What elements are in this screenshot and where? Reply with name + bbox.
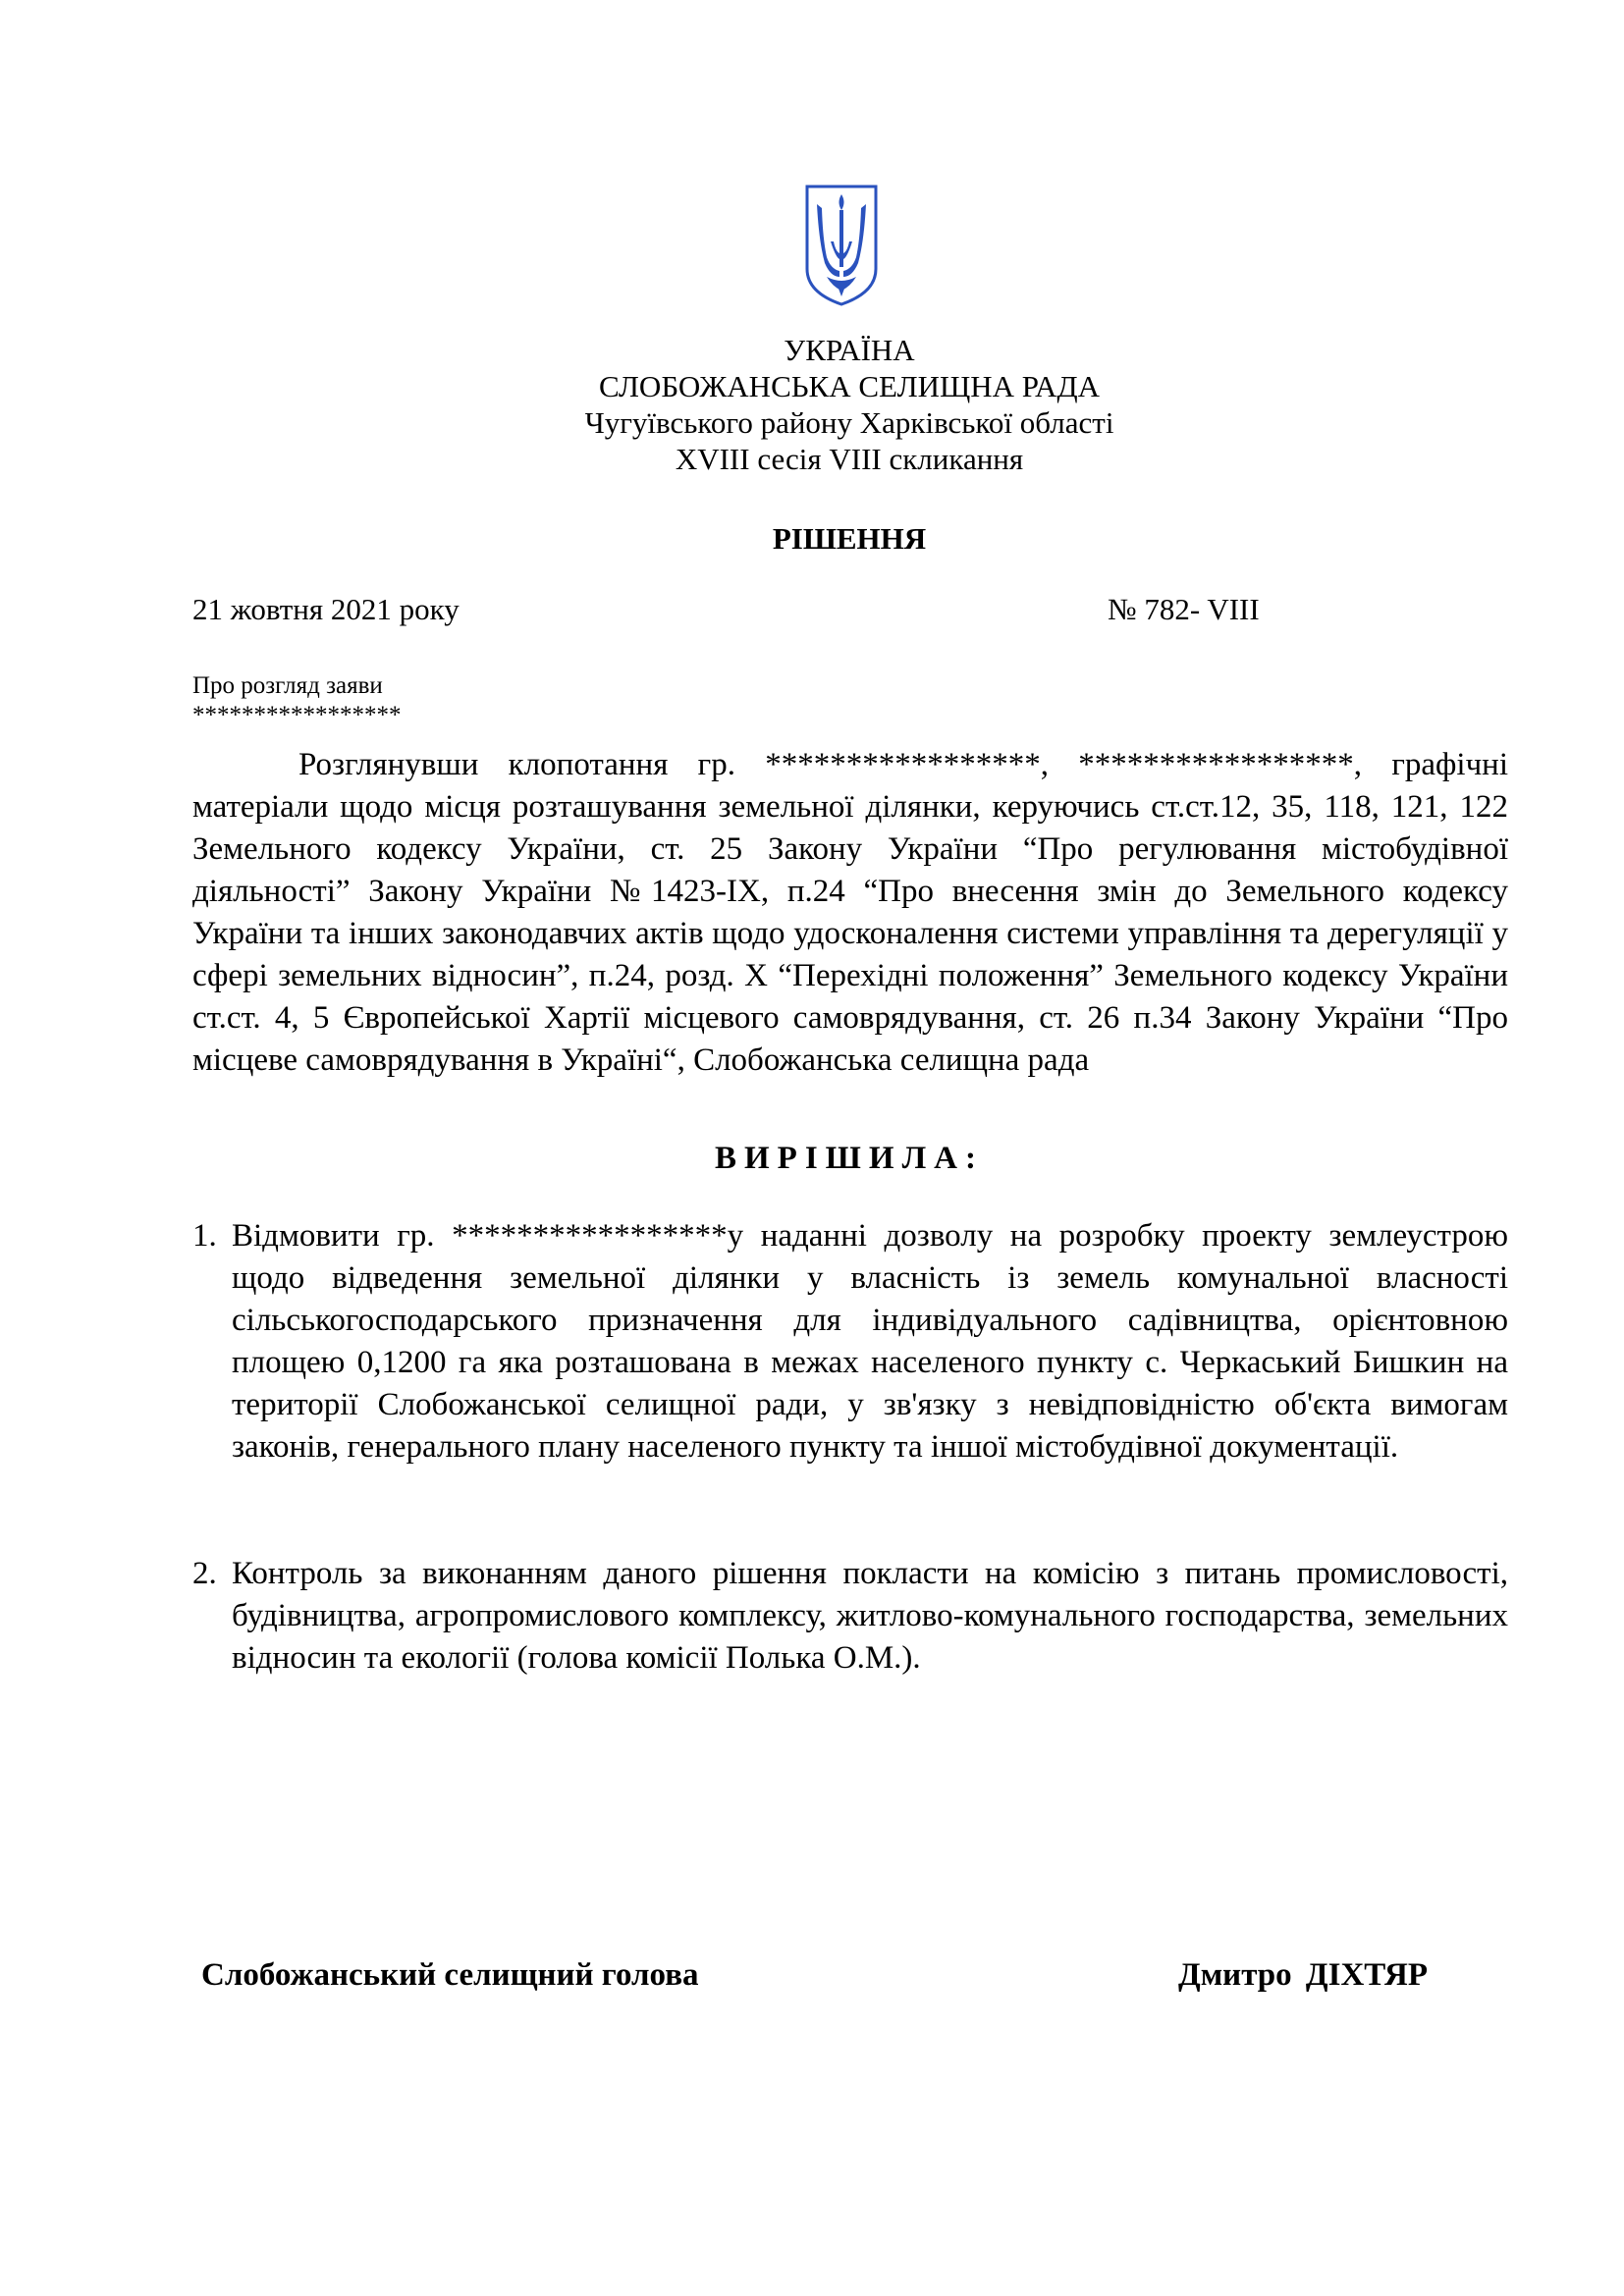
decided-heading-text: ВИРІШИЛА: xyxy=(715,1141,984,1176)
decision-item xyxy=(192,1553,1508,1680)
decision-item xyxy=(192,1215,1508,1468)
ukraine-trident-coat-of-arms-icon xyxy=(803,183,880,308)
document-title-text: РІШЕННЯ xyxy=(772,521,927,556)
header-country: УКРАЇНА xyxy=(784,333,915,367)
subject-line-1: Про розгляд заяви xyxy=(192,672,383,699)
decision-item-number: 2. xyxy=(192,1556,217,1591)
document-header xyxy=(0,332,1624,477)
preamble-paragraph: Розглянувши клопотання гр. *****************, *****************, графічні матеріали щодо місця розташування земельної ділянки, керуючись ст.ст.12, 35, 118, 121, 122 Земельного кодексу України, ст. 25 Закону України “Про регулювання містобудівної діяльності” Закону України №1423-ІХ, п.24 “Про внесення змін до Земельного кодексу України та інших законодавчих актів щодо удосконалення системи управління та дерегуляції у сфері земельних відносин”, п.24, розд. Х “Перехідні положення” Земельного кодексу України ст.ст. 4, 5 Європейської Хартії місцевого самоврядування, ст. 26 п.34 Закону України “Про місцеве самоврядування в Україні“, Слобожанська селищна рада xyxy=(192,747,1508,1078)
header-district: Чугуївського району Харківської області xyxy=(584,405,1114,440)
decision-number: № 782- VIII xyxy=(1108,592,1260,626)
decision-date: 21 жовтня 2021 року xyxy=(192,592,460,626)
header-session: XVIII сесія VIII скликання xyxy=(675,442,1024,476)
decision-item-number: 1. xyxy=(192,1218,217,1254)
decision-subject xyxy=(192,671,402,730)
signatory-position: Слобожанський селищний голова xyxy=(201,1957,699,1993)
document-title xyxy=(0,520,1624,557)
signatory-name: Дмитро ДІХТЯР xyxy=(1178,1957,1429,1993)
header-council: СЛОБОЖАНСЬКА СЕЛИЩНА РАДА xyxy=(599,369,1100,403)
decision-item-text: Відмовити гр. *****************у наданні дозволу на розробку проекту землеустрою щодо відведення земельної ділянки у власність із земель комунальної власності сільськогосподарського призначення для індивідуального садівництва, орієнтовною площею 0,1200 га яка розташована в межах населеного пункту с. Черкаський Бишкин на території Слобожанської селищної ради, у зв'язку з невідповідністю об'єкта вимогам законів, генерального плану населеного пункту та іншої містобудівної документації. xyxy=(232,1218,1508,1465)
decision-item-text: Контроль за виконанням даного рішення покласти на комісію з питань промисловості, будівництва, агропромислового комплексу, житлово-комунального господарства, земельних відносин та екології (голова комісії Полька О.М.). xyxy=(232,1556,1508,1676)
decided-heading xyxy=(0,1139,1624,1178)
subject-line-2: ***************** xyxy=(192,702,402,728)
